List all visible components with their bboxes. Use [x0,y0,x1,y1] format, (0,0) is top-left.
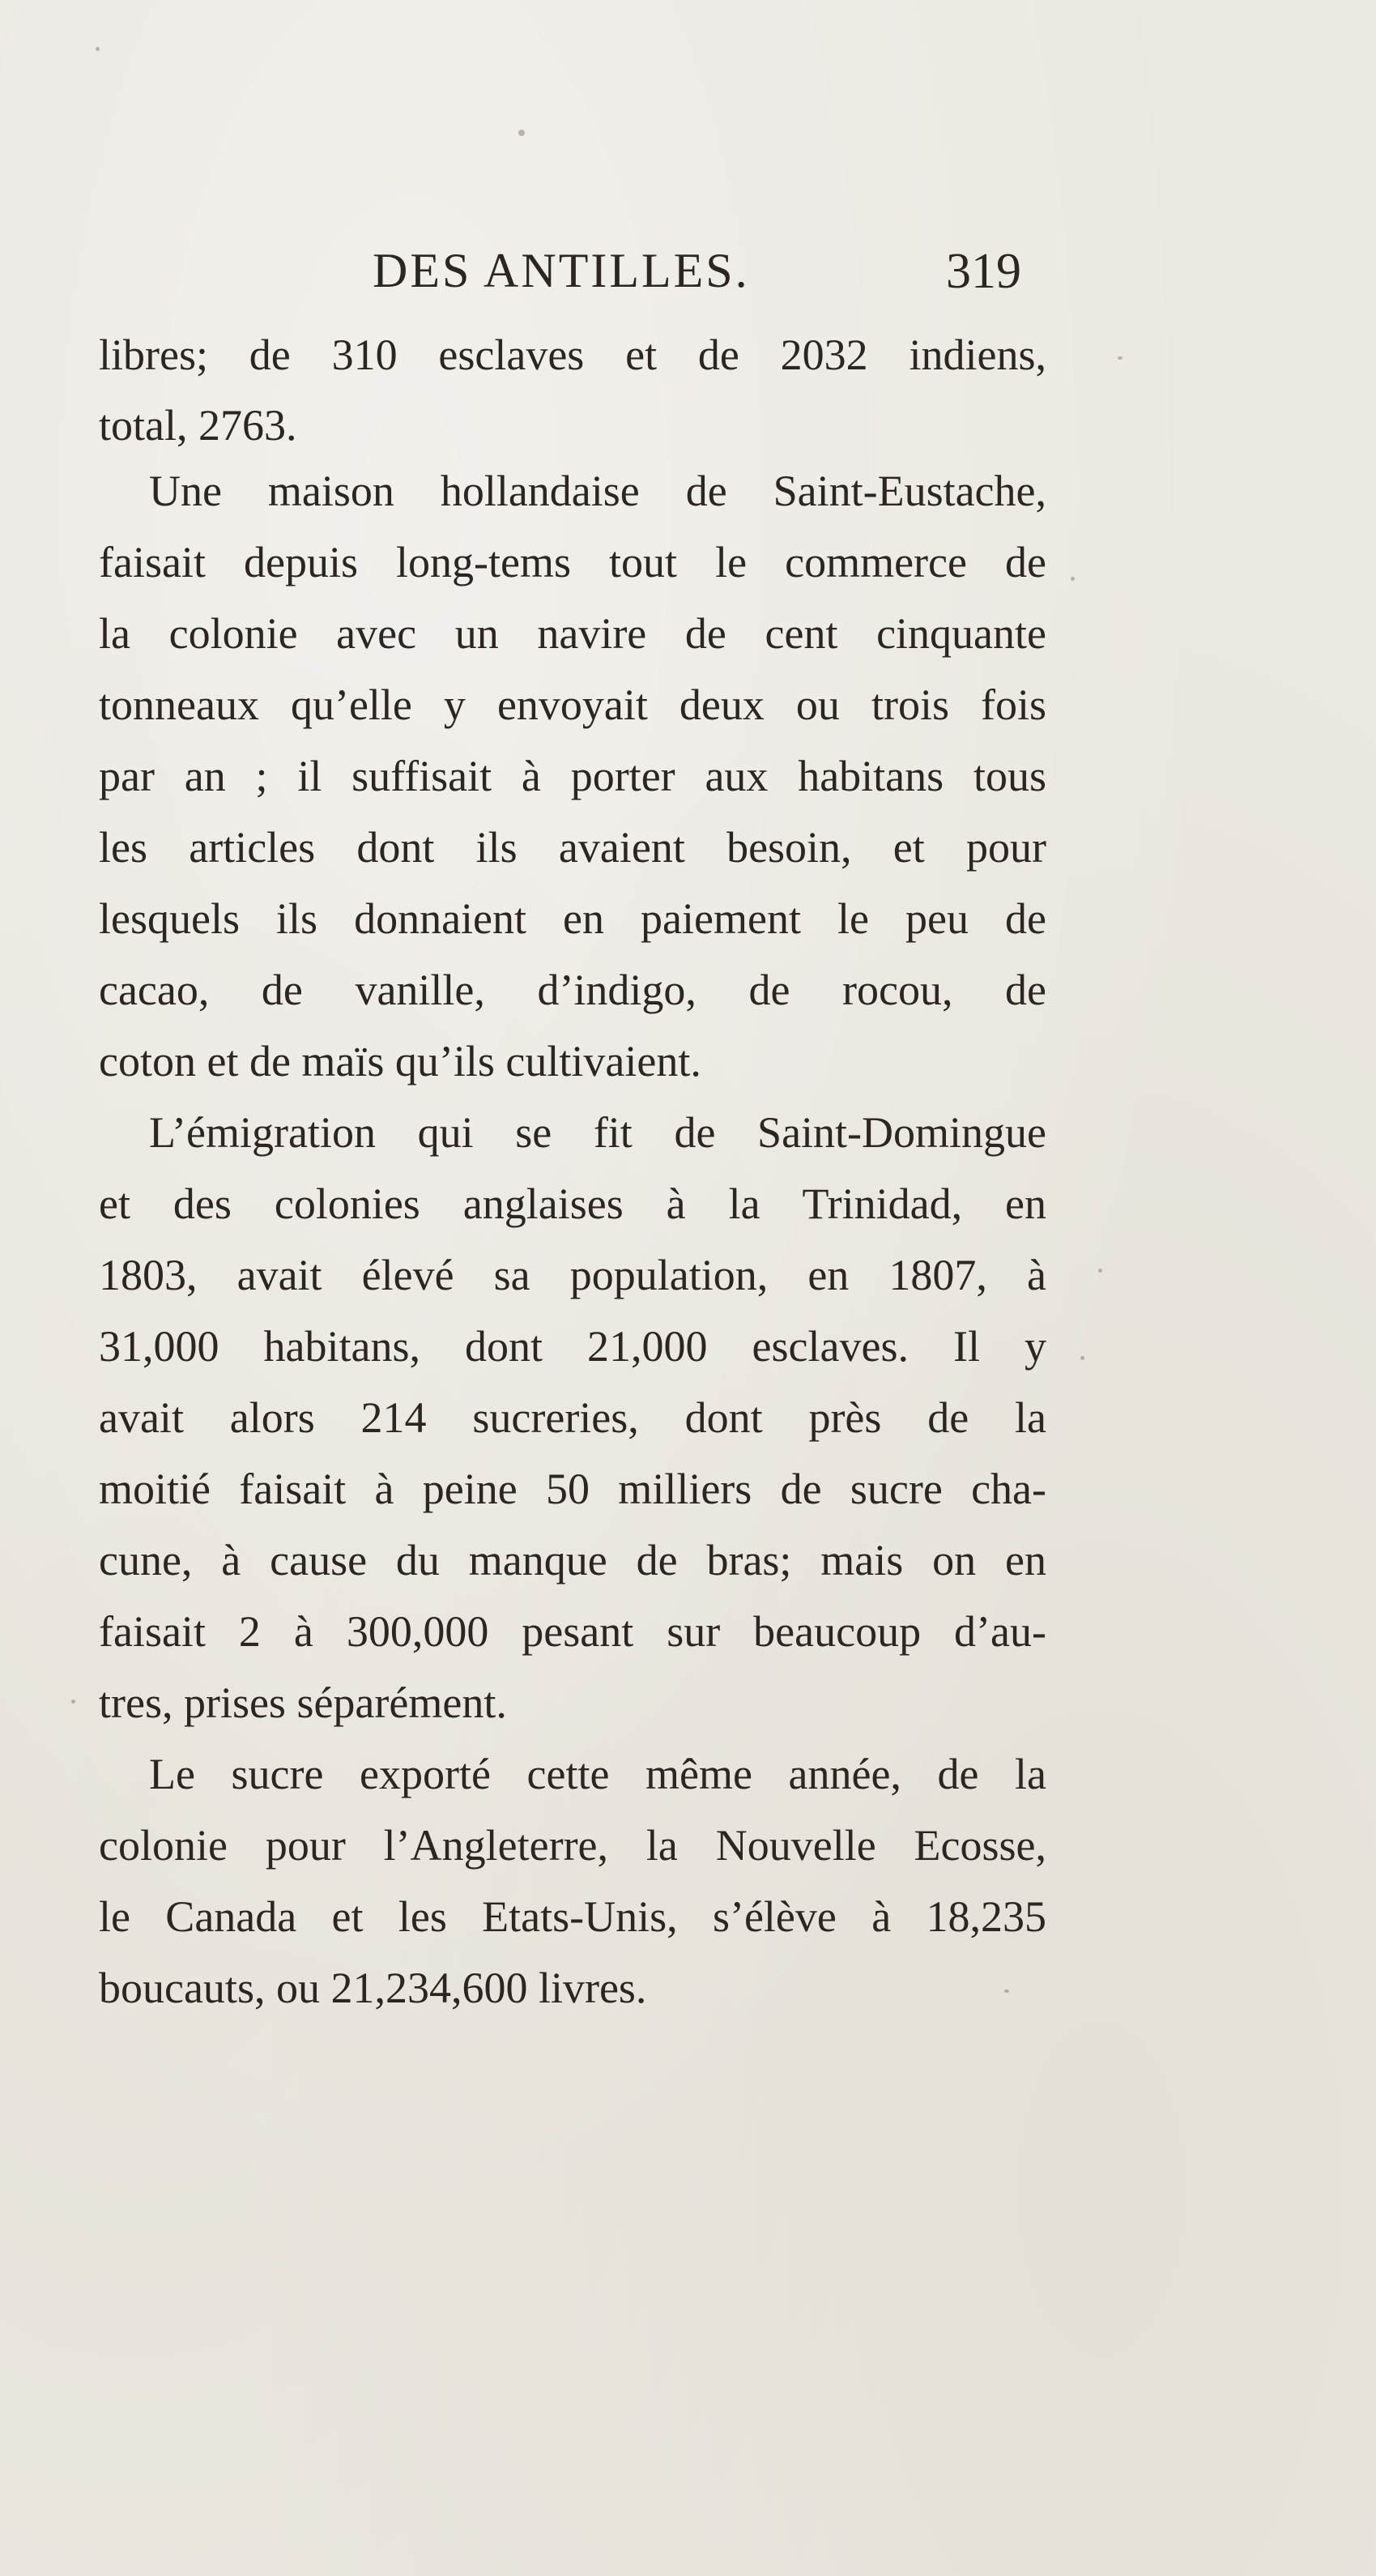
text-line: libres; de 310 esclaves et de 2032 indiens, [99,331,1046,379]
text-line: moitié faisait à peine 50 milliers de sucre cha- [99,1465,1046,1513]
text-line: boucauts, ou 21,234,600 livres. [99,1964,647,2012]
text-line: cacao, de vanille, d’indigo, de rocou, de [99,966,1046,1014]
paper-speck [518,130,525,136]
text-line: le Canada et les Etats-Unis, s’élève à 18,235 [99,1892,1046,1941]
text-line: tres, prises séparément. [99,1678,507,1727]
paper-speck [1118,356,1123,360]
text-line: la colonie avec un navire de cent cinquante [99,609,1046,658]
paper-speck [1071,577,1075,581]
running-title: DES ANTILLES. [373,244,750,297]
paper-speck [1004,1990,1009,1993]
text-line: avait alors 214 sucreries, dont près de la [99,1393,1046,1442]
text-line: et des colonies anglaises à la Trinidad, en [99,1179,1046,1228]
paper-speck [71,1700,75,1704]
text-line: coton et de maïs qu’ils cultivaient. [99,1037,701,1085]
text-line: 31,000 habitans, dont 21,000 esclaves. Il y [99,1322,1046,1371]
paragraph-first-line: Une maison hollandaise de Saint-Eustache, [149,467,1046,515]
text-line: cune, à cause du manque de bras; mais on en [99,1536,1046,1584]
paragraph-first-line: Le sucre exporté cette même année, de la [149,1750,1046,1798]
paper-speck [96,47,100,51]
paper-speck [1080,1356,1084,1360]
text-line: les articles dont ils avaient besoin, et pour [99,823,1046,872]
paper-speck [1098,1269,1102,1273]
text-line: lesquels ils donnaient en paiement le peu de [99,894,1046,943]
page-number: 319 [946,244,1021,299]
text-line: total, 2763. [99,401,297,450]
text-line: faisait depuis long-tems tout le commerce de [99,538,1046,586]
text-line: 1803, avait élevé sa population, en 1807, à [99,1251,1046,1299]
paragraph-first-line: L’émigration qui se fit de Saint-Domingue [149,1108,1046,1157]
text-line: par an ; il suffisait à porter aux habitans tous [99,752,1046,800]
running-head [97,243,1069,316]
text-line: faisait 2 à 300,000 pesant sur beaucoup d’au- [99,1607,1046,1656]
text-line: colonie pour l’Angleterre, la Nouvelle Ecosse, [99,1821,1046,1870]
text-line: tonneaux qu’elle y envoyait deux ou trois fois [99,680,1046,729]
